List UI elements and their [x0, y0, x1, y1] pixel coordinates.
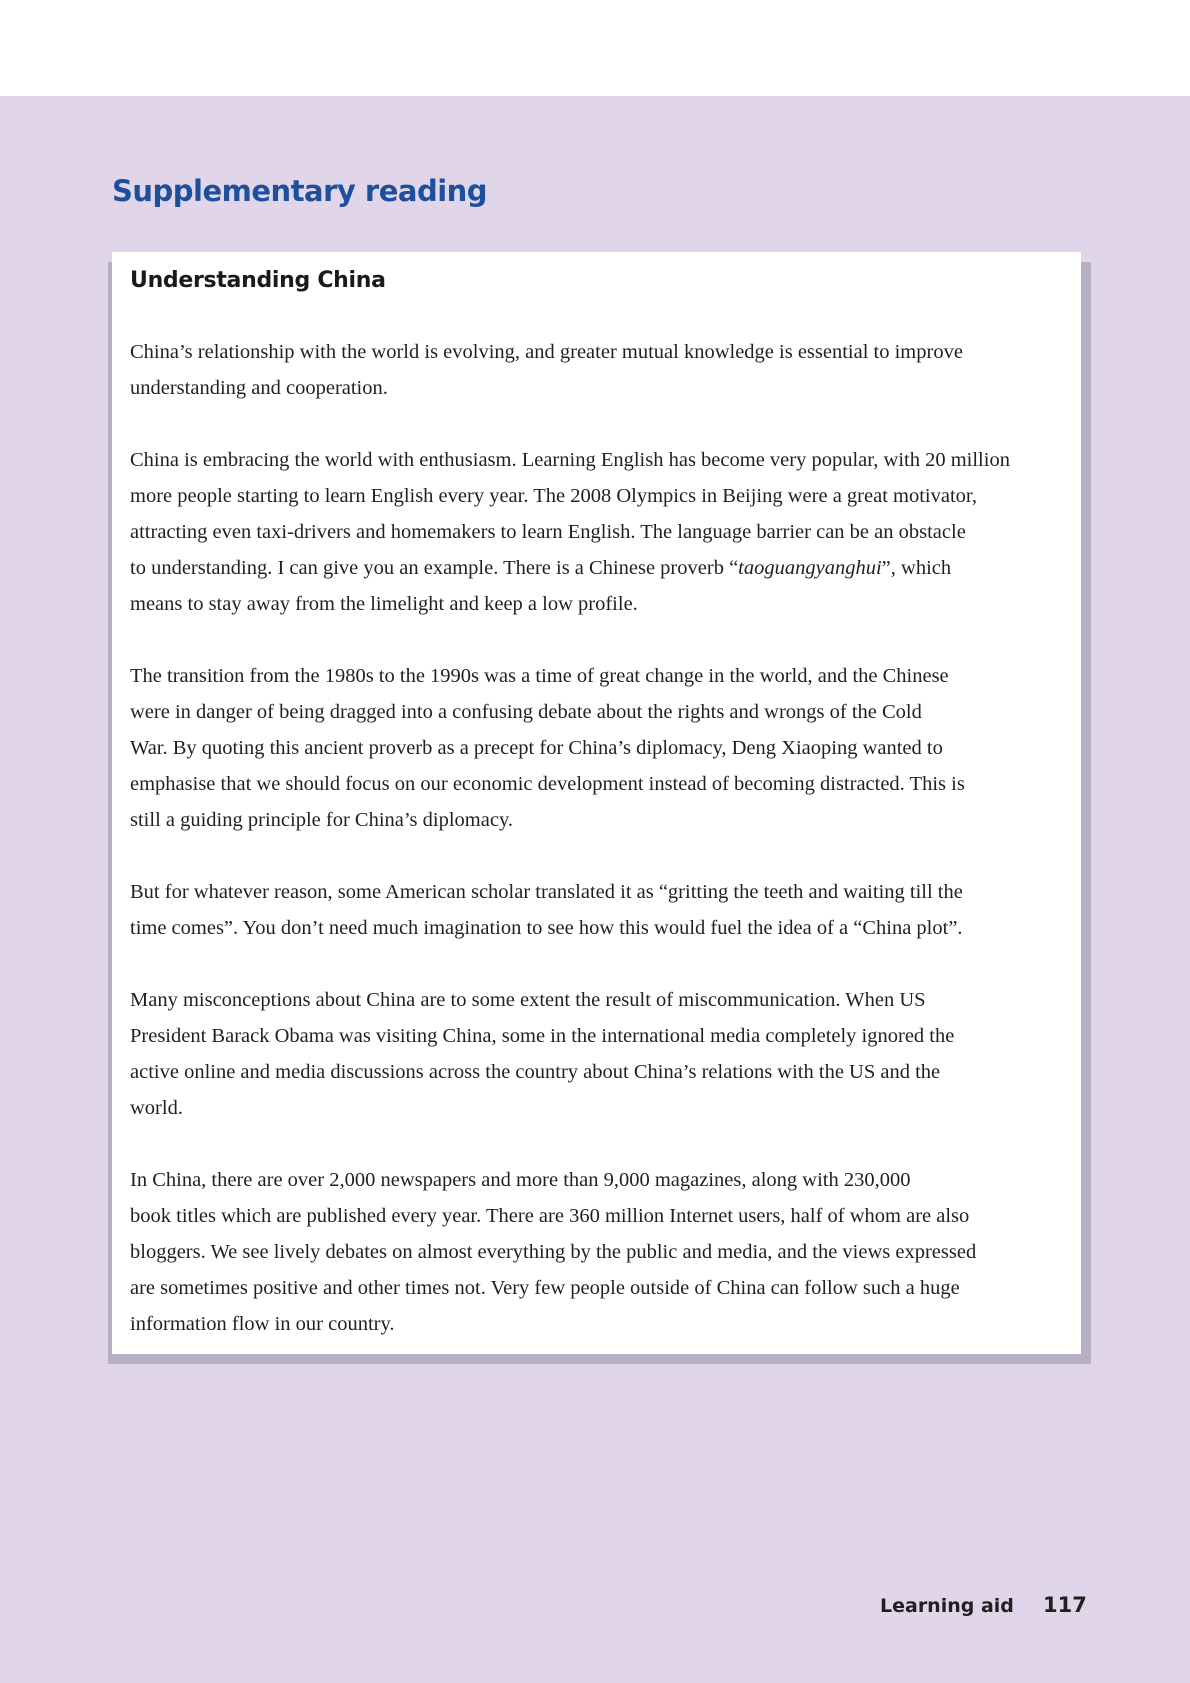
- text-line: China is embracing the world with enthusiasm. Learning English has become very popular, with 20 million: [130, 449, 1010, 471]
- text-line: are sometimes positive and other times not. Very few people outside of China can follow such a huge: [130, 1277, 960, 1299]
- text-line: emphasise that we should focus on our economic development instead of becoming distracted. This is: [130, 773, 965, 795]
- section-title: Supplementary reading: [112, 174, 488, 208]
- text-line: China’s relationship with the world is evolving, and greater mutual knowledge is essential to improve: [130, 341, 963, 363]
- text-segment: ”, which: [881, 557, 952, 579]
- text-line: But for whatever reason, some American scholar translated it as “gritting the teeth and waiting till the: [130, 881, 963, 903]
- footer-section-label: Learning aid: [880, 1595, 1014, 1617]
- text-line: book titles which are published every year. There are 360 million Internet users, half of whom are also: [130, 1205, 970, 1227]
- text-line: Many misconceptions about China are to some extent the result of miscommunication. When US: [130, 989, 926, 1011]
- text-line: bloggers. We see lively debates on almost everything by the public and media, and the views expressed: [130, 1241, 977, 1263]
- text-line: information flow in our country.: [130, 1313, 395, 1335]
- text-line: attracting even taxi-drivers and homemakers to learn English. The language barrier can be an obstacle: [130, 521, 966, 543]
- reading-box: [112, 252, 1081, 1354]
- text-line: understanding and cooperation.: [130, 377, 388, 399]
- text-segment: to understanding. I can give you an example. There is a Chinese proverb “: [130, 557, 739, 579]
- text-line: were in danger of being dragged into a confusing debate about the rights and wrongs of the Cold: [130, 701, 922, 723]
- paragraph-1: [130, 334, 1080, 406]
- text-line: world.: [130, 1097, 183, 1119]
- text-line: time comes”. You don’t need much imagination to see how this would fuel the idea of a “China plot”.: [130, 917, 963, 939]
- paragraph-3: [130, 658, 1080, 838]
- text-line: [130, 550, 1080, 586]
- text-line: War. By quoting this ancient proverb as a precept for China’s diplomacy, Deng Xiaoping wanted to: [130, 737, 943, 759]
- article-body: [130, 334, 1080, 1378]
- text-line: still a guiding principle for China’s diplomacy.: [130, 809, 513, 831]
- paragraph-5: [130, 982, 1080, 1126]
- text-line: President Barack Obama was visiting China, some in the international media completely ignored the: [130, 1025, 955, 1047]
- text-line: active online and media discussions across the country about China’s relations with the US and the: [130, 1061, 941, 1083]
- text-line: means to stay away from the limelight and keep a low profile.: [130, 593, 638, 615]
- page-number: 117: [1043, 1593, 1087, 1617]
- proverb-italic: taoguangyanghui: [738, 557, 882, 579]
- text-line: In China, there are over 2,000 newspapers and more than 9,000 magazines, along with 230,000: [130, 1169, 911, 1191]
- paragraph-6: [130, 1162, 1080, 1342]
- text-line: more people starting to learn English every year. The 2008 Olympics in Beijing were a great motivator,: [130, 485, 978, 507]
- paragraph-2: [130, 442, 1080, 622]
- article-heading: Understanding China: [130, 268, 386, 293]
- text-line: The transition from the 1980s to the 1990s was a time of great change in the world, and the Chinese: [130, 665, 949, 687]
- paragraph-4: [130, 874, 1080, 946]
